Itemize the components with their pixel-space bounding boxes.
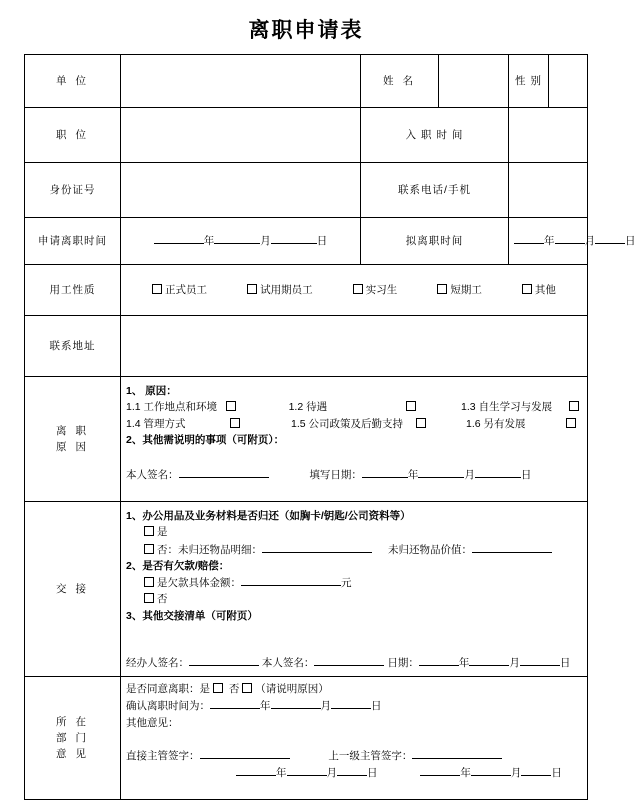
label-reason-line-2: 原 因 bbox=[56, 441, 89, 453]
handover-self-sign-blank[interactable] bbox=[314, 654, 384, 666]
field-position[interactable] bbox=[121, 108, 361, 163]
checkbox-icon[interactable] bbox=[226, 401, 236, 411]
apply-day-blank[interactable] bbox=[271, 232, 317, 244]
apply-day-label: 日 bbox=[316, 235, 328, 248]
plan-month-blank[interactable] bbox=[555, 232, 585, 244]
opinion-day-label: 日 bbox=[551, 767, 562, 780]
handover-item-2-yes[interactable] bbox=[126, 574, 582, 591]
checkbox-icon[interactable] bbox=[247, 284, 257, 294]
checkbox-icon[interactable] bbox=[522, 284, 532, 294]
checkbox-icon[interactable] bbox=[144, 577, 154, 587]
reason-signature-row bbox=[126, 466, 582, 483]
label-opinion-line-3: 意 见 bbox=[56, 748, 89, 761]
checkbox-icon[interactable] bbox=[406, 401, 416, 411]
opinion-direct-sign-blank[interactable] bbox=[200, 747, 290, 759]
table-row-unit bbox=[25, 55, 588, 108]
field-address[interactable] bbox=[121, 316, 588, 377]
label-plan-date: 拟离职时间 bbox=[361, 218, 509, 265]
checkbox-employment-intern[interactable] bbox=[353, 282, 398, 298]
handover-self-sign-label: 本人签名： bbox=[261, 656, 315, 669]
opinion-year-label: 年 bbox=[276, 767, 287, 780]
reason-option-1-4[interactable] bbox=[126, 416, 291, 432]
field-id-number[interactable] bbox=[121, 163, 361, 218]
opinion-direct-day-blank[interactable] bbox=[337, 764, 367, 776]
reason-heading-2: 2、其他需说明的事项（可附页）： bbox=[126, 433, 285, 446]
apply-month-label: 月 bbox=[260, 235, 271, 248]
opinion-upper-month-blank[interactable] bbox=[471, 764, 511, 776]
reason-sign-label: 本人签名： bbox=[126, 469, 179, 482]
handover-debt-label: 是欠款具体金额： bbox=[157, 577, 241, 590]
opinion-signature-date-row bbox=[126, 764, 582, 781]
reason-month-label: 月 bbox=[464, 469, 475, 482]
field-name[interactable] bbox=[439, 55, 509, 108]
label-employment-type: 用工性质 bbox=[25, 265, 121, 316]
reason-option-label: 自生学习与发展 bbox=[478, 401, 553, 414]
reason-day-label: 日 bbox=[520, 469, 532, 482]
opinion-month-label: 月 bbox=[320, 700, 331, 713]
opinion-direct-year-blank[interactable] bbox=[236, 764, 276, 776]
field-employment-type[interactable] bbox=[121, 265, 588, 316]
checkbox-label: 实习生 bbox=[365, 283, 398, 296]
handover-item-1-no[interactable] bbox=[126, 541, 582, 558]
field-handover[interactable] bbox=[121, 502, 588, 677]
label-unit: 单 位 bbox=[25, 55, 121, 108]
label-position: 职 位 bbox=[25, 108, 121, 163]
label-resignation-reason bbox=[25, 377, 121, 502]
handover-item-3: 3、其他交接清单（可附页） bbox=[126, 609, 258, 622]
field-apply-date[interactable] bbox=[121, 218, 361, 265]
reason-day-blank[interactable] bbox=[475, 466, 521, 478]
opinion-upper-day-blank[interactable] bbox=[521, 764, 551, 776]
label-opinion-line-2: 部 门 bbox=[56, 731, 89, 744]
reason-option-number: 1.5 bbox=[291, 417, 306, 430]
reason-option-label: 工作地点和环境 bbox=[143, 401, 218, 414]
reason-option-number: 1.1 bbox=[126, 401, 141, 414]
label-reason-line-1: 离 职 bbox=[56, 424, 89, 437]
handover-handler-sign-label: 经办人签名： bbox=[126, 656, 189, 669]
checkbox-icon[interactable] bbox=[242, 683, 252, 693]
checkbox-icon[interactable] bbox=[144, 593, 154, 603]
handover-day-label: 日 bbox=[559, 656, 571, 669]
table-row-apply-date bbox=[25, 218, 588, 265]
checkbox-label: 试用期员工 bbox=[260, 283, 313, 296]
table-row-handover bbox=[25, 502, 588, 677]
handover-year-label: 年 bbox=[458, 656, 470, 669]
handover-no-label: 否：未归还物品明细： bbox=[157, 543, 262, 556]
opinion-day-label: 日 bbox=[367, 767, 378, 780]
field-gender[interactable] bbox=[549, 55, 588, 108]
handover-debt-amount-blank[interactable] bbox=[241, 574, 341, 586]
checkbox-icon[interactable] bbox=[152, 284, 162, 294]
table-row-address bbox=[25, 316, 588, 377]
handover-item-1: 1、办公用品及业务材料是否归还（如胸卡/钥匙/公司资料等） bbox=[126, 510, 411, 522]
handover-no-debt-label: 否 bbox=[157, 593, 168, 606]
handover-unreturned-value-blank[interactable] bbox=[472, 541, 552, 553]
opinion-month-label: 月 bbox=[326, 767, 337, 780]
label-address: 联系地址 bbox=[25, 316, 121, 377]
checkbox-employment-shortterm[interactable] bbox=[437, 282, 482, 298]
handover-item-2-no[interactable] bbox=[126, 591, 582, 607]
field-plan-date[interactable] bbox=[509, 218, 636, 265]
label-apply-date: 申请离职时间 bbox=[25, 218, 121, 265]
checkbox-icon[interactable] bbox=[213, 683, 223, 693]
plan-day-blank[interactable] bbox=[595, 232, 625, 244]
page-title: 离职申请表 bbox=[248, 18, 364, 42]
opinion-confirm-prefix: 确认离职时间为： bbox=[126, 700, 210, 713]
checkbox-icon[interactable] bbox=[144, 526, 154, 536]
opinion-signature-row bbox=[126, 747, 582, 764]
leave-application-form-page bbox=[0, 14, 636, 806]
checkbox-label: 其他 bbox=[534, 283, 556, 296]
reason-options-row-1 bbox=[126, 399, 582, 415]
reason-fill-date-label: 填写日期： bbox=[309, 469, 362, 482]
handover-handler-sign-blank[interactable] bbox=[189, 654, 259, 666]
checkbox-label: 短期工 bbox=[450, 283, 482, 296]
opinion-year-label: 年 bbox=[260, 700, 271, 713]
label-opinion-line-1: 所 在 bbox=[56, 715, 89, 728]
apply-month-blank[interactable] bbox=[214, 232, 260, 244]
plan-year-blank[interactable] bbox=[514, 232, 544, 244]
label-entry-date: 入 职 时 间 bbox=[361, 108, 509, 163]
reason-options-row-2 bbox=[126, 416, 582, 432]
plan-day-label: 日 bbox=[625, 235, 636, 248]
reason-option-1-6[interactable] bbox=[466, 416, 579, 432]
apply-year-label: 年 bbox=[203, 235, 215, 248]
handover-day-blank[interactable] bbox=[520, 654, 560, 666]
opinion-upper-sign-blank[interactable] bbox=[412, 747, 502, 759]
reason-option-label: 待遇 bbox=[306, 401, 328, 414]
checkbox-icon[interactable] bbox=[437, 284, 447, 294]
opinion-agree-row[interactable] bbox=[126, 681, 582, 697]
handover-item-2: 2、是否有欠款/赔偿： bbox=[126, 559, 230, 572]
checkbox-icon[interactable] bbox=[230, 418, 240, 428]
opinion-agree-suffix: （请说明原因） bbox=[255, 683, 329, 695]
opinion-confirm-day-blank[interactable] bbox=[331, 697, 371, 709]
reason-option-label: 管理方式 bbox=[143, 417, 186, 430]
reason-option-number: 1.4 bbox=[126, 417, 141, 430]
opinion-confirm-month-blank[interactable] bbox=[271, 697, 321, 709]
checkbox-icon[interactable] bbox=[569, 401, 579, 411]
table-row-reason bbox=[25, 377, 588, 502]
plan-year-label: 年 bbox=[544, 235, 555, 248]
opinion-upper-sign-label: 上一级主管签字： bbox=[328, 749, 413, 762]
reason-option-label: 另有发展 bbox=[483, 417, 526, 430]
opinion-day-label: 日 bbox=[371, 700, 382, 713]
field-department-opinion[interactable] bbox=[121, 677, 588, 800]
label-department-opinion bbox=[25, 677, 121, 800]
reason-option-1-3[interactable] bbox=[461, 399, 582, 415]
reason-year-label: 年 bbox=[407, 469, 419, 482]
checkbox-employment-formal[interactable] bbox=[152, 282, 207, 298]
reason-option-1-1[interactable] bbox=[126, 399, 289, 415]
opinion-confirm-year-blank[interactable] bbox=[210, 697, 260, 709]
handover-signature-row bbox=[126, 654, 582, 671]
checkbox-label: 正式员工 bbox=[165, 283, 208, 296]
field-unit[interactable] bbox=[121, 55, 361, 108]
checkbox-icon[interactable] bbox=[416, 418, 426, 428]
table-row-employment-type bbox=[25, 265, 588, 316]
label-name: 姓 名 bbox=[361, 55, 439, 108]
reason-month-blank[interactable] bbox=[418, 466, 464, 478]
table-row-position bbox=[25, 108, 588, 163]
opinion-agree-mid: 否 bbox=[225, 683, 243, 695]
handover-year-blank[interactable] bbox=[419, 654, 459, 666]
field-entry-date[interactable] bbox=[509, 108, 588, 163]
handover-month-blank[interactable] bbox=[469, 654, 509, 666]
opinion-other-row[interactable]: 其他意见： bbox=[126, 716, 179, 729]
checkbox-employment-probation[interactable] bbox=[247, 282, 313, 298]
checkbox-employment-other[interactable] bbox=[522, 282, 556, 298]
table-row-id bbox=[25, 163, 588, 218]
opinion-agree-prefix: 是否同意离职：是 bbox=[126, 683, 213, 695]
reason-option-number: 1.2 bbox=[288, 401, 304, 414]
reason-option-1-5[interactable] bbox=[291, 416, 466, 432]
reason-sign-blank[interactable] bbox=[179, 466, 269, 478]
reason-heading-1: 1、 原因： bbox=[126, 385, 177, 397]
opinion-year-label: 年 bbox=[460, 767, 471, 780]
opinion-month-label: 月 bbox=[510, 767, 522, 780]
opinion-direct-sign-label: 直接主管签字： bbox=[126, 749, 200, 762]
opinion-direct-month-blank[interactable] bbox=[287, 764, 327, 776]
plan-month-label: 月 bbox=[584, 235, 595, 248]
reason-option-label: 公司政策及后勤支持 bbox=[308, 417, 404, 430]
handover-date-label: 日期： bbox=[387, 656, 419, 669]
form-table bbox=[24, 54, 636, 800]
label-gender: 性 别 bbox=[509, 55, 549, 108]
checkbox-icon[interactable] bbox=[566, 418, 576, 428]
opinion-confirm-date-row[interactable] bbox=[126, 697, 582, 714]
field-resignation-reason[interactable] bbox=[121, 377, 588, 502]
handover-yes-label: 是 bbox=[157, 526, 168, 539]
handover-month-label: 月 bbox=[509, 656, 520, 669]
checkbox-icon[interactable] bbox=[353, 284, 363, 294]
label-phone: 联系电话/手机 bbox=[361, 163, 509, 218]
label-handover: 交 接 bbox=[25, 502, 121, 677]
handover-item-1-yes[interactable] bbox=[126, 524, 582, 540]
reason-option-1-2[interactable] bbox=[289, 399, 461, 415]
field-phone[interactable] bbox=[509, 163, 588, 218]
apply-year-blank[interactable] bbox=[154, 232, 204, 244]
handover-unreturned-value-label: 未归还物品价值： bbox=[388, 543, 472, 556]
checkbox-icon[interactable] bbox=[144, 544, 154, 554]
handover-debt-unit: 元 bbox=[341, 577, 352, 590]
reason-option-number: 1.3 bbox=[461, 401, 476, 414]
label-id-number: 身份证号 bbox=[25, 163, 121, 218]
reason-option-number: 1.6 bbox=[466, 417, 481, 430]
table-row-department-opinion bbox=[25, 677, 588, 800]
handover-unreturned-detail-blank[interactable] bbox=[262, 541, 372, 553]
opinion-upper-year-blank[interactable] bbox=[420, 764, 460, 776]
reason-year-blank[interactable] bbox=[362, 466, 408, 478]
